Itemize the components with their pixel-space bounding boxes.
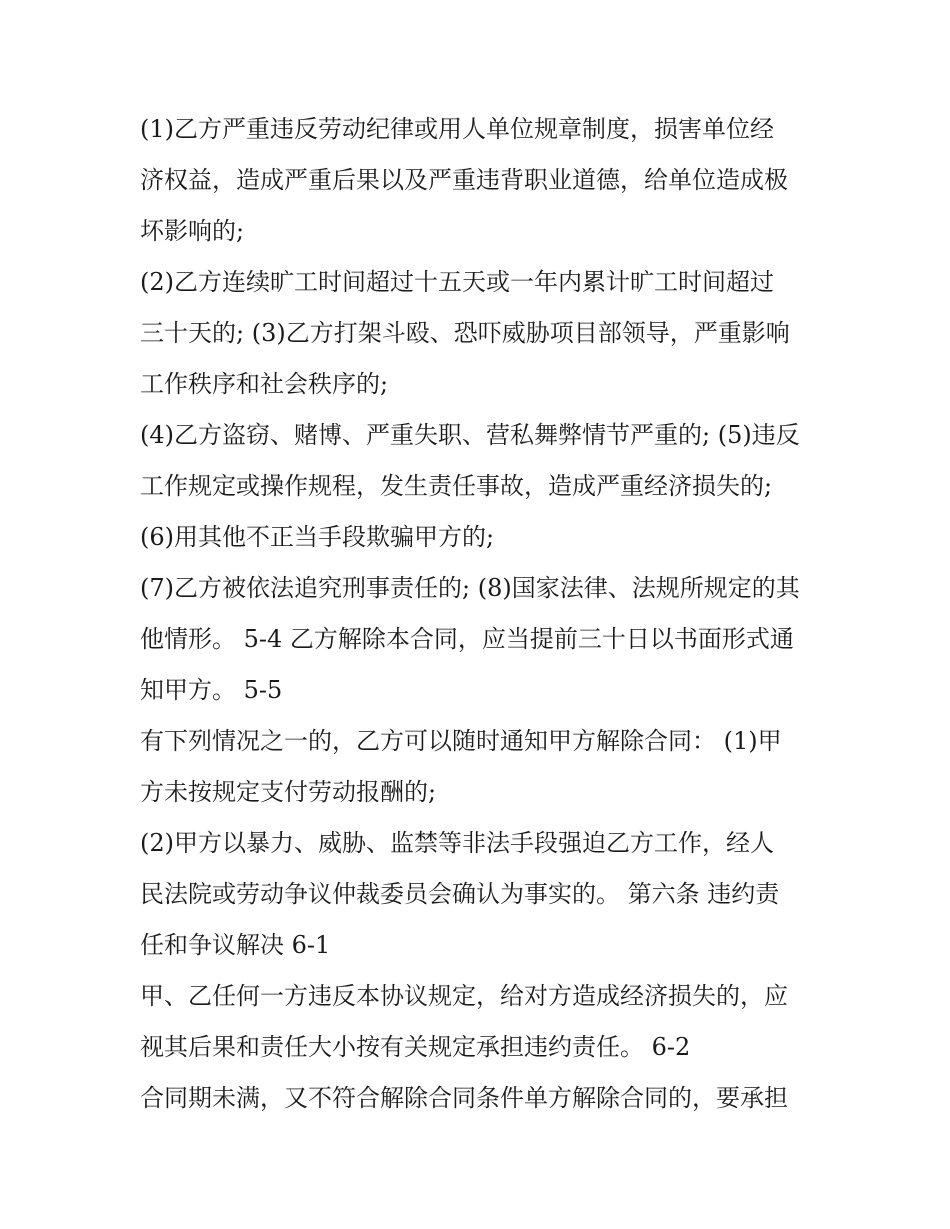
text-line-18: 甲、乙任何一方违反本协议规定，给对方造成经济损失的，应: [140, 982, 788, 1010]
text-line-13: 有下列情况之一的，乙方可以随时通知甲方解除合同： (1)甲: [140, 727, 782, 755]
text-line-15: (2)甲方以暴力、威胁、监禁等非法手段强迫乙方工作，经人: [140, 829, 774, 857]
text-line-6: 工作秩序和社会秩序的;: [140, 370, 389, 398]
text-line-8: 工作规定或操作规程，发生责任事故，造成严重经济损失的;: [140, 472, 773, 500]
text-line-19: 视其后果和责任大小按有关规定承担违约责任。 6-2: [140, 1033, 691, 1061]
text-line-12: 知甲方。 5-5: [140, 676, 283, 704]
text-line-5: 三十天的; (3)乙方打架斗殴、恐吓威胁项目部领导，严重影响: [140, 319, 790, 347]
contract-text-body: [140, 104, 830, 1124]
text-line-2: 济权益，造成严重后果以及严重违背职业道德，给单位造成极: [140, 166, 788, 194]
text-line-1: (1)乙方严重违反劳动纪律或用人单位规章制度，损害单位经: [140, 115, 774, 143]
text-line-11: 他情形。 5-4 乙方解除本合同，应当提前三十日以书面形式通: [140, 625, 794, 653]
text-line-17: 任和争议解决 6-1: [140, 931, 331, 959]
text-line-14: 方未按规定支付劳动报酬的;: [140, 778, 437, 806]
text-line-4: (2)乙方连续旷工时间超过十五天或一年内累计旷工时间超过: [140, 268, 774, 296]
text-line-20: 合同期未满，又不符合解除合同条件单方解除合同的，要承担: [140, 1084, 788, 1112]
text-line-9: (6)用其他不正当手段欺骗甲方的;: [140, 523, 495, 551]
text-line-7: (4)乙方盗窃、赌博、严重失职、营私舞弊情节严重的; (5)违反: [140, 421, 800, 449]
text-line-10: (7)乙方被依法追究刑事责任的; (8)国家法律、法规所规定的其: [140, 574, 800, 602]
text-line-3: 坏影响的;: [140, 217, 245, 245]
text-line-16: 民法院或劳动争议仲裁委员会确认为事实的。 第六条 违约责: [140, 880, 780, 908]
